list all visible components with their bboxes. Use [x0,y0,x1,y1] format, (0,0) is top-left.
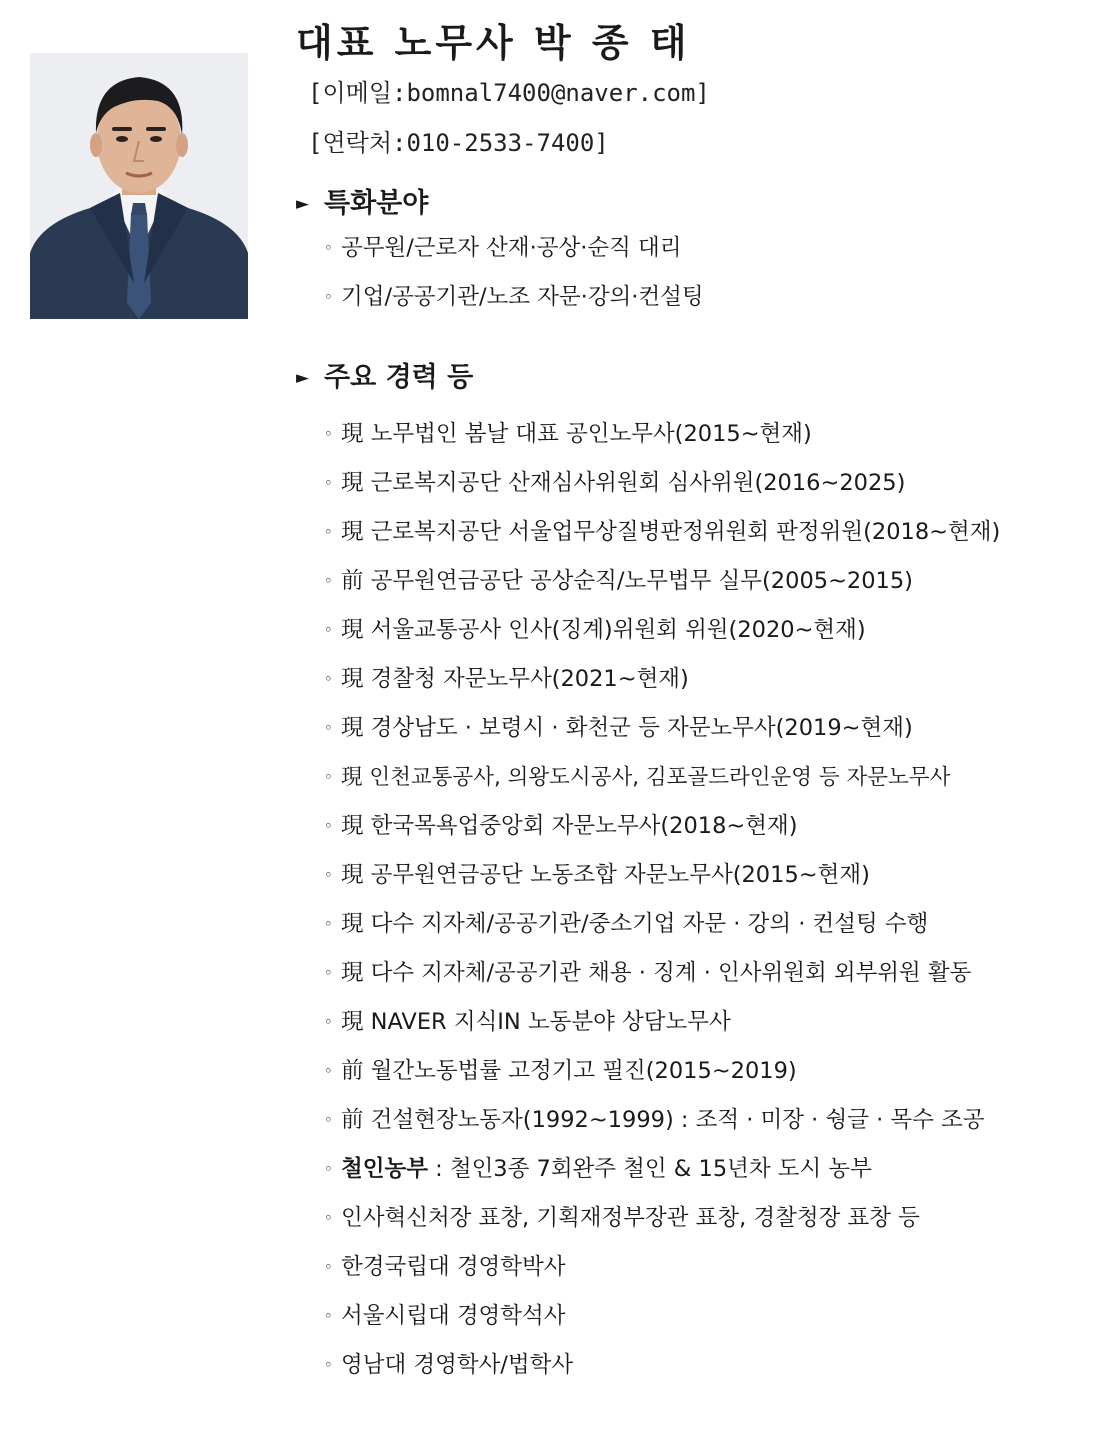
list-item [324,1096,1096,1145]
bullet-icon: ◦ [324,474,333,492]
list-item-text: 現 인천교통공사, 의왕도시공사, 김포골드라인운영 등 자문노무사 [341,765,951,790]
profile-photo [30,53,248,319]
arrow-right-icon: ► [296,194,310,214]
bullet-icon: ◦ [324,1307,333,1325]
list-item-text: 現 경상남도 · 보령시 · 화천군 등 자문노무사(2019~현재) [341,715,913,741]
page-title: 대표 노무사 박 종 태 [296,21,691,65]
bullet-icon: ◦ [324,239,333,257]
list-item [324,459,1096,508]
bullet-icon: ◦ [324,1111,333,1129]
bullet-icon: ◦ [324,719,333,737]
career-heading [296,358,1096,398]
highlight-text: : 철인3종 7회완주 철인 & 15년차 도시 농부 [427,1156,872,1182]
list-item [324,851,1096,900]
email-line: [이메일:bomnal7400@naver.com] [308,79,710,107]
bullet-icon: ◦ [324,670,333,688]
list-item-text: 現 근로복지공단 서울업무상질병판정위원회 판정위원(2018~현재) [341,519,1001,545]
list-item [324,802,1096,851]
bullet-icon: ◦ [324,425,333,443]
bullet-icon: ◦ [324,621,333,639]
bullet-icon: ◦ [324,1013,333,1031]
list-item-text: 前 월간노동법률 고정기고 필진(2015~2019) [341,1058,797,1084]
list-item-text: 現 다수 지자체/공공기관 채용 · 징계 · 인사위원회 외부위원 활동 [341,960,972,986]
profile-content [296,18,1096,1390]
highlight-label: 철인농부 [341,1156,428,1182]
list-item-text: 한경국립대 경영학박사 [341,1254,566,1280]
list-item-text: 前 건설현장노동자(1992~1999) : 조적 · 미장 · 쉉글 · 목수 조공 [341,1107,985,1133]
bullet-icon: ◦ [324,1209,333,1227]
list-item [324,1194,1096,1243]
list-item [324,508,1096,557]
list-item-text: 現 경찰청 자문노무사(2021~현재) [341,666,689,692]
career-heading-text: 주요 경력 등 [324,362,474,393]
list-item-text: 인사혁신처장 표창, 기획재정부장관 표창, 경찰청장 표창 등 [341,1205,920,1231]
list-item-text: 現 한국목욕업중앙회 자문노무사(2018~현재) [341,813,798,839]
list-item [324,753,1096,802]
list-item [324,1145,1096,1194]
specialty-heading-text: 특화분야 [324,188,429,219]
list-item-text: 現 NAVER 지식IN 노동분야 상담노무사 [341,1009,731,1035]
list-item [324,1047,1096,1096]
list-item-text: 기업/공공기관/노조 자문·강의·컨설팅 [341,284,704,310]
list-item-text: 現 서울교통공사 인사(징계)위원회 위원(2020~현재) [341,617,866,643]
list-item [324,998,1096,1047]
bullet-icon: ◦ [324,964,333,982]
list-item [324,606,1096,655]
list-item-text: 영남대 경영학사/법학사 [341,1352,574,1378]
list-item [324,949,1096,998]
list-item-text: 現 노무법인 봄날 대표 공인노무사(2015~현재) [341,421,812,447]
bullet-icon: ◦ [324,817,333,835]
specialty-heading [296,184,1096,224]
bullet-icon: ◦ [324,572,333,590]
bullet-icon: ◦ [324,1160,333,1178]
bullet-icon: ◦ [324,523,333,541]
list-item-text: 現 다수 지자체/공공기관/중소기업 자문 · 강의 · 컨설팅 수행 [341,911,929,937]
list-item-text: 現 공무원연금공단 노동조합 자문노무사(2015~현재) [341,862,870,888]
phone-line: [연락처:010-2533-7400] [308,129,609,157]
list-item-text: 前 공무원연금공단 공상순직/노무법무 실무(2005~2015) [341,568,913,594]
list-item [324,224,1096,273]
list-item [324,655,1096,704]
person-portrait-icon [30,53,248,319]
list-item [324,704,1096,753]
list-item [324,557,1096,606]
list-item [324,273,1096,322]
list-item-text: 現 근로복지공단 산재심사위원회 심사위원(2016~2025) [341,470,906,496]
career-list [296,410,1096,1390]
bullet-icon: ◦ [324,866,333,884]
bullet-icon: ◦ [324,915,333,933]
bullet-icon: ◦ [324,1258,333,1276]
bullet-icon: ◦ [324,288,333,306]
list-item [324,410,1096,459]
list-item-text: 공무원/근로자 산재·공상·순직 대리 [341,235,682,261]
list-item [324,1341,1096,1390]
list-item [324,900,1096,949]
bullet-icon: ◦ [324,1062,333,1080]
bullet-icon: ◦ [324,768,333,786]
list-item-text: 서울시립대 경영학석사 [341,1303,566,1329]
arrow-right-icon: ► [296,368,310,388]
list-item [324,1292,1096,1341]
list-item [324,1243,1096,1292]
bullet-icon: ◦ [324,1356,333,1374]
specialty-list [296,224,1096,322]
